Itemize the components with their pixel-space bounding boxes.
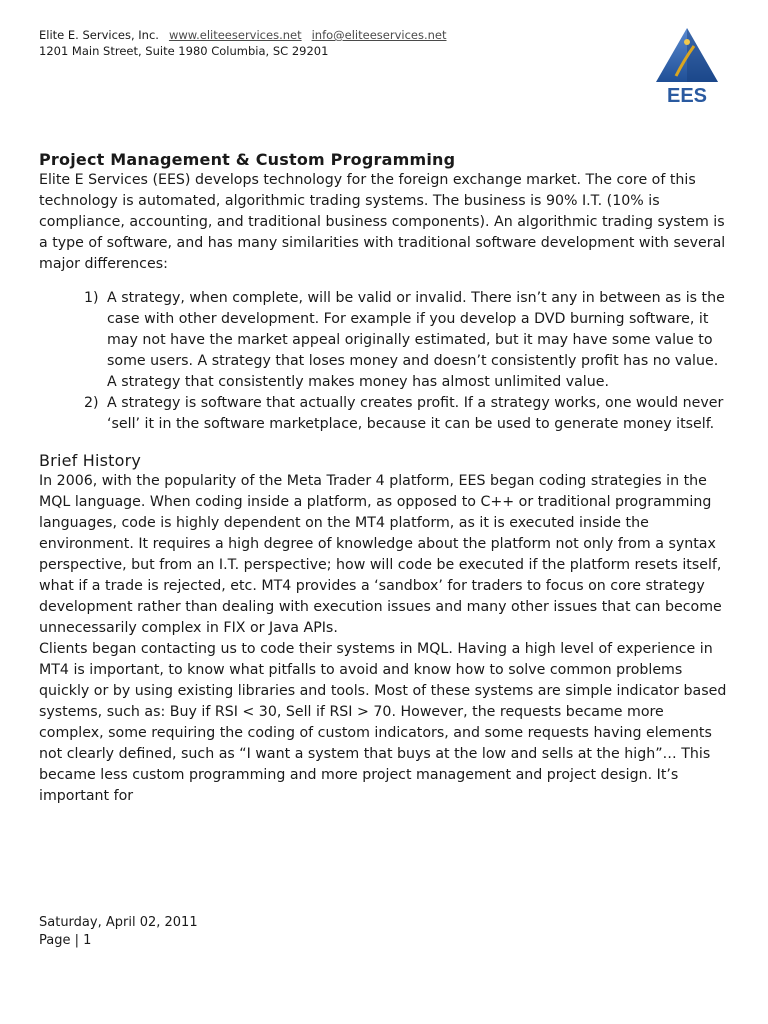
ees-logo	[654, 26, 720, 106]
list-text: A strategy, when complete, will be valid or invalid. There isn’t any in between as is the case with other development. For example if you develop a DVD burning software, it may not have the market appeal originally estimated, but it may have some value to some users. A strategy that loses money and doesn’t consistently profit has no value. A strategy that consistently makes money has almost unlimited value.	[107, 290, 725, 390]
letterhead	[39, 27, 447, 59]
company-name: Elite E. Services, Inc.	[39, 28, 159, 42]
company-address: 1201 Main Street, Suite 1980 Columbia, SC 29201	[39, 44, 329, 58]
history-paragraph-2: Clients began contacting us to code their systems in MQL. Having a high level of experience in MT4 is important, to know what pitfalls to avoid and know how to solve common problems quickly or by using existing libraries and tools. Most of these systems are simple indicator based systems, such as: Buy if RSI < 30, Sell if RSI > 70. However, the requests became more complex, some requiring the coding of custom indicators, and some requests having elements not clearly defined, such as “I want a system that buys at the low and sells at the high”… This became less custom programming and more project management and project design. It’s important for	[39, 641, 727, 804]
footer-date: Saturday, April 02, 2011	[39, 915, 198, 930]
letterhead-line-1	[39, 27, 447, 43]
list-item	[39, 393, 729, 435]
email-link[interactable]: info@eliteeservices.net	[311, 28, 447, 42]
list-number: 1)	[84, 290, 99, 306]
intro-paragraph: Elite E Services (EES) develops technology for the foreign exchange market. The core of this technology is automated, algorithmic trading systems. The business is 90% I.T. (10% is compliance, accounting, and traditional business components). An algorithmic trading system is a type of software, and has many similarities with traditional software development with several major differences:	[39, 172, 726, 272]
logo-text: EES	[666, 85, 708, 106]
document-body	[39, 150, 729, 807]
section-title-project-management: Project Management & Custom Programming	[39, 150, 456, 169]
website-link[interactable]: www.eliteeservices.net	[168, 28, 302, 42]
list-text: A strategy is software that actually creates profit. If a strategy works, one would never ‘sell’ it in the software marketplace, because it can be used to generate money itself.	[107, 395, 724, 432]
list-number: 2)	[84, 395, 99, 411]
list-item	[39, 288, 729, 393]
differences-list	[39, 288, 729, 435]
history-section	[39, 451, 729, 807]
history-paragraph-1: In 2006, with the popularity of the Meta Trader 4 platform, EES began coding strategies in the MQL language. When coding inside a platform, as opposed to C++ or traditional programming languages, code is highly dependent on the MT4 platform, as it is executed inside the environment. It requires a high degree of knowledge about the platform not only from a syntax perspective, but from an I.T. perspective; how will code be executed if the platform resets itself, what if a trade is rejected, etc. MT4 provides a ‘sandbox’ for traders to focus on core strategy development rather than dealing with execution issues and many other issues that can become unnecessarily complex in FIX or Java APIs.	[39, 473, 722, 636]
page-footer	[39, 914, 198, 950]
page-number: Page | 1	[39, 933, 92, 948]
section-title-brief-history: Brief History	[39, 451, 142, 470]
